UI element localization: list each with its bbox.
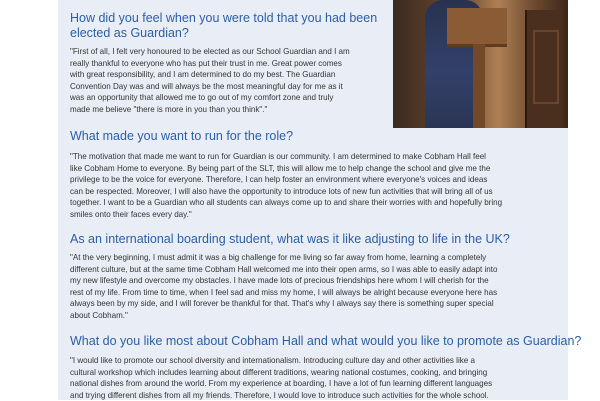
answer-line: "First of all, I felt very honoured to be elected as our School Guardian and I am	[70, 47, 350, 56]
answer-line: "I would like to promote our school diversity and internationalism. Introducing culture day and other activities like a	[70, 356, 475, 365]
question-line: How did you feel when you were told that you had been	[70, 11, 378, 25]
answer-line: cultural workshop which includes learning about different traditions, wearing national costumes, cooking, and bringing	[70, 367, 488, 377]
question-line: What made you want to run for the role?	[70, 129, 294, 143]
answer-line: together. I want to be a Guardian who all students can always come up to and share their worries with and hopefully bring	[70, 198, 503, 208]
answer-line: "The motivation that made me want to run for Guardian is our community. I am determined to make Cobham Hall feel	[70, 152, 486, 161]
photo-lectern	[447, 8, 507, 47]
answer-line: always been by my side, and I will forever be thankful for that. That's why I always say there is something super special	[70, 299, 494, 309]
answer-line: with great responsibility, and I am determined to do my best. The Guardian	[70, 70, 336, 80]
question-like-most	[70, 334, 581, 349]
answer-line: different culture, but at the same time Cobham Hall welcomed me into their open arms, so I was able to easily adapt into	[70, 264, 498, 274]
answer-line: made me believe "there is more in you than you think"."	[70, 104, 268, 114]
question-feel-elected	[70, 11, 377, 41]
answer-line: was an opportunity that allowed me to go out of my comfort zone and truly	[70, 93, 334, 103]
answer-line: national dishes from around the world. From my experience at boarding, I have a lot of fun learning different languages	[70, 379, 493, 389]
answer-line: Convention Day was and will always be the most meaningful day for me as it	[70, 81, 343, 91]
answer-feel-elected	[70, 46, 350, 116]
answer-line: "At the very beginning, I must admit it was a big challenge for me living so far away from home, learning a completely	[70, 253, 487, 262]
photo-lectern-stand	[473, 44, 485, 128]
question-line: What do you like most about Cobham Hall and what would you like to promote as Guardian?	[70, 334, 582, 348]
answer-line: smiles onto their faces every day."	[70, 209, 192, 219]
answer-line: and trying different dishes from all my friends. Therefore, I would love to introduce such activities for the whole school.	[70, 390, 489, 400]
question-why-run	[70, 129, 293, 144]
answer-adjusting-uk	[70, 252, 497, 322]
photo-door	[525, 10, 563, 128]
guardian-speech-photo	[393, 0, 568, 128]
question-line: elected as Guardian?	[70, 26, 189, 40]
answer-line: privilege to be the voice for everyone. Therefore, I can help foster an environment where everyone's voices and ideas	[70, 175, 488, 185]
answer-line: rest of my life. From time to time, when I feel sad and miss my home, I will always be alright because everyone here has	[70, 287, 498, 297]
answer-line: about Cobham."	[70, 310, 128, 320]
answer-like-most	[70, 355, 492, 401]
question-adjusting-uk	[70, 232, 510, 247]
answer-line: like Cobham Home to everyone. By being part of the SLT, this will allow me to help change the school and give me the	[70, 163, 491, 173]
answer-line: can be respected. Moreover, I will also have the opportunity to introduce lots of new fun activities that will bring all of us	[70, 186, 493, 196]
answer-why-run	[70, 151, 502, 221]
answer-line: my new lifestyle and overcome my obstacles. I have made lots of precious friendships here whom I will cherish for the	[70, 276, 489, 286]
answer-line: really thankful to everyone who has put their trust in me. Great power comes	[70, 58, 342, 68]
question-line: As an international boarding student, what was it like adjusting to life in the UK?	[70, 232, 510, 246]
